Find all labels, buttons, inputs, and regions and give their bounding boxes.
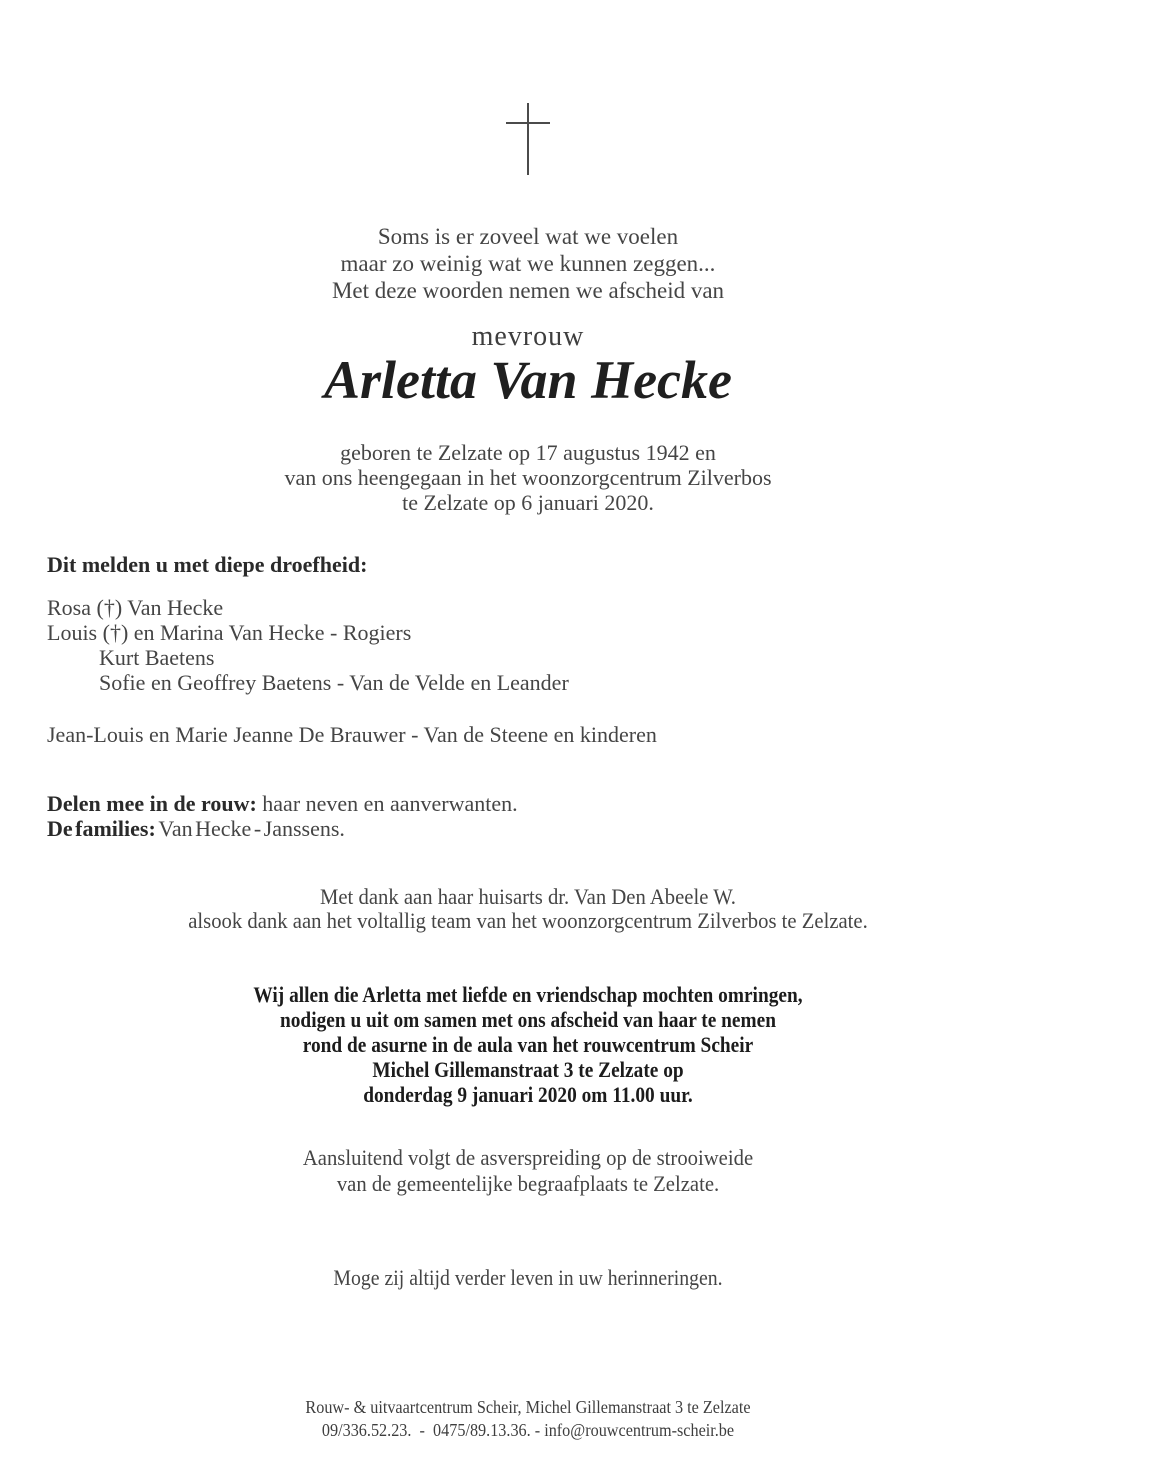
life-line: van ons heengegaan in het woonzorgcentrum Zilverbos (284, 465, 772, 490)
footer-line-address: Rouw- & uitvaartcentrum Scheir, Michel Gillemanstraat 3 te Zelzate (305, 1397, 751, 1417)
family-inlaws-line: Jean-Louis en Marie Jeanne De Brauwer - Van de Steene en kinderen (47, 722, 657, 747)
opening-verse (0, 223, 1056, 304)
family-member: Kurt Baetens (99, 645, 215, 670)
mourning-section (47, 791, 1027, 841)
thanks-section (32, 885, 1025, 933)
dispersal-line: van de gemeentelijke begraafplaats te Zelzate. (336, 1171, 720, 1196)
announcement-heading: Dit melden u met diepe droefheid: (47, 552, 368, 577)
life-line: geboren te Zelzate op 17 augustus 1942 en (340, 440, 716, 465)
mourning-text: haar neven en aanverwanten. (262, 791, 518, 816)
mourning-label: Delen mee in de rouw: (47, 791, 257, 816)
footer-line-contact: 09/336.52.23. - 0475/89.13.36. - info@rouwcentrum-scheir.be (321, 1420, 735, 1440)
cross-icon (0, 103, 1056, 177)
opening-line: maar zo weinig wat we kunnen zeggen... (340, 251, 716, 276)
dispersal-section (32, 1145, 1025, 1197)
life-summary (0, 440, 1056, 515)
mourning-line (47, 816, 1027, 841)
family-member: Rosa (†) Van Hecke (47, 595, 224, 620)
thanks-line: Met dank aan haar huisarts dr. Van Den Abeele W. (319, 884, 736, 909)
invitation-line: nodigen u uit om samen met ons afscheid van haar te nemen (279, 1007, 777, 1032)
cross-vertical-bar (527, 103, 529, 175)
deceased-name: Arletta Van Hecke (324, 350, 732, 410)
invitation-line: donderdag 9 januari 2020 om 11.00 uur. (363, 1082, 693, 1107)
cross-horizontal-bar (506, 122, 550, 124)
invitation-line: Wij allen die Arletta met liefde en vriendschap mochten omringen, (253, 982, 803, 1007)
family-list (47, 595, 1027, 695)
family-member: Louis (†) en Marina Van Hecke - Rogiers (47, 620, 412, 645)
opening-line: Soms is er zoveel wat we voelen (377, 224, 679, 249)
invitation-line: rond de asurne in de aula van het rouwcentrum Scheir (302, 1032, 754, 1057)
footer (53, 1396, 1003, 1442)
invitation-section (63, 982, 992, 1107)
opening-line: Met deze woorden nemen we afscheid van (331, 278, 725, 303)
family-member: Sofie en Geoffrey Baetens - Van de Velde en Leander (99, 670, 569, 695)
thanks-line: alsook dank aan het voltallig team van het woonzorgcentrum Zilverbos te Zelzate. (188, 908, 868, 933)
mourning-text: Van Hecke - Janssens. (158, 816, 345, 841)
deceased-prefix: mevrouw (471, 321, 585, 352)
mourning-label: De families: (47, 816, 156, 841)
invitation-line: Michel Gillemanstraat 3 te Zelzate op (372, 1057, 684, 1082)
dispersal-line: Aansluitend volgt de asverspreiding op de strooiweide (302, 1145, 754, 1170)
mourning-line (47, 791, 1027, 816)
life-line: te Zelzate op 6 januari 2020. (402, 490, 654, 515)
closing-line: Moge zij altijd verder leven in uw herinneringen. (333, 1265, 723, 1290)
